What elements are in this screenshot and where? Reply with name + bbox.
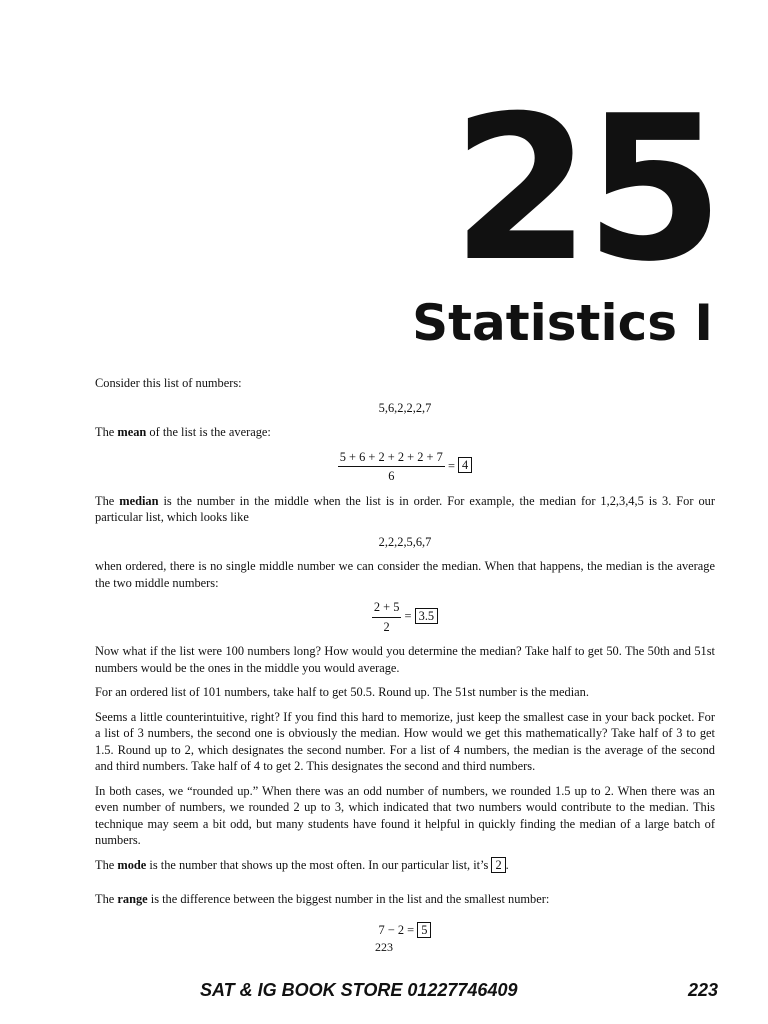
hundred-numbers-paragraph: Now what if the list were 100 numbers long? How would you determine the median? Take half to get 50. The 50th and 51st numbers would be the ones in the middle you would average. — [95, 644, 715, 675]
median-term: median — [119, 493, 159, 508]
mean-paragraph — [95, 424, 715, 441]
median-fraction — [372, 599, 402, 635]
footer-page-number: 223 — [687, 980, 718, 1000]
mode-term: mode — [117, 857, 147, 872]
intro-paragraph: Consider this list of numbers: — [95, 376, 242, 390]
odd-list-paragraph: For an ordered list of 101 numbers, take half to get 50.5. Round up. The 51st number is the median. — [95, 685, 589, 699]
median-answer-box: 3.5 — [415, 608, 439, 624]
mean-answer-box: 4 — [458, 457, 472, 473]
mean-denominator: 6 — [388, 469, 395, 483]
counterintuitive-paragraph: Seems a little counterintuitive, right? If you find this hard to memorize, just keep the smallest case in your back pocket. For a list of 3 numbers, the second one is obviously the median. How would we get this mathematically? Take half of 3 to get 1.5. Round up to 2, which designates the second number. For a list of 4 numbers, the median is the average of the second and third numbers. Take half of 4 to get 2. This designates the second and third numbers. — [95, 709, 715, 773]
equals-sign: = — [444, 458, 459, 473]
median-explanation: when ordered, there is no single middle number we can consider the median. When that happens, the median is the average the two middle numbers: — [95, 559, 715, 590]
text-span: is the difference between the biggest number in the list and the smallest number: — [147, 892, 550, 906]
page-number: 223 — [375, 940, 393, 954]
text-span: The — [95, 425, 118, 439]
number-list-equation: 5,6,2,2,2,7 — [378, 400, 432, 415]
text-span: is the number in the middle when the list is in order. For example, the median for 1,2,3,4,5 is 3. For our particular list, which looks like — [95, 493, 715, 524]
median-denominator: 2 — [383, 619, 390, 634]
text-span: The — [95, 857, 118, 872]
mode-paragraph — [95, 857, 715, 874]
text-span: is the number that shows up the most often. In our particular list, it’s — [146, 857, 492, 872]
range-expression: 7 − 2 = — [378, 922, 418, 937]
mean-equation — [95, 449, 715, 485]
chapter-number: 25 — [451, 73, 718, 306]
range-equation — [95, 922, 715, 939]
median-equation — [95, 599, 715, 635]
footer-store-label: SAT & IG BOOK STORE 01227746409 — [200, 980, 518, 1000]
range-answer-box: 5 — [417, 922, 431, 938]
mode-answer-box: 2 — [491, 857, 505, 873]
text-span: The — [95, 493, 120, 508]
rounding-paragraph: In both cases, we “rounded up.” When there was an odd number of numbers, we rounded 1.5 up to 2. When there was an even number of numbers, we rounded 2 up to 3, which indicated that two numbers would contribute to the median. This technique may seem a bit odd, but many students have found it helpful in quickly finding the median of a large batch of numbers. — [95, 783, 715, 847]
mean-fraction — [338, 449, 445, 485]
equals-sign: = — [401, 608, 415, 623]
mean-term: mean — [117, 425, 147, 439]
median-paragraph — [95, 493, 715, 526]
text-span: The — [95, 892, 118, 906]
range-paragraph — [95, 891, 715, 908]
range-term: range — [117, 892, 148, 906]
mean-numerator: 5 + 6 + 2 + 2 + 2 + 7 — [338, 449, 445, 468]
text-span: of the list is the average: — [146, 425, 271, 439]
chapter-body — [95, 375, 715, 946]
text-span: . — [505, 857, 509, 872]
median-numerator: 2 + 5 — [372, 599, 402, 618]
sorted-list-equation: 2,2,2,5,6,7 — [378, 534, 432, 549]
chapter-title: Statistics I — [412, 294, 713, 352]
